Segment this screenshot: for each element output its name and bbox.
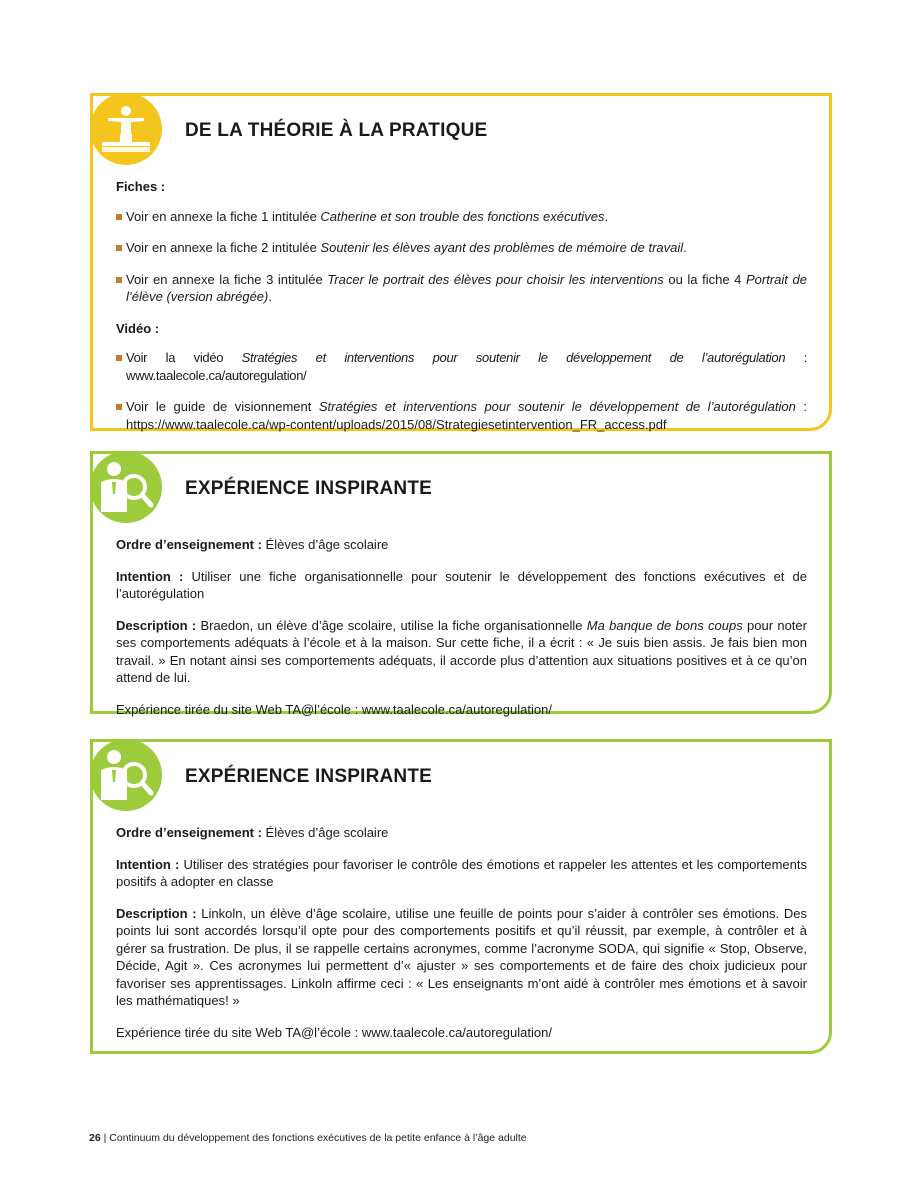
box-title: DE LA THÉORIE À LA PRATIQUE <box>185 120 488 141</box>
fiche-item: Voir en annexe la fiche 1 intitulée Catherine et son trouble des fonctions exécutives. <box>116 208 807 226</box>
ordre-line: Ordre d’enseignement : Élèves d’âge scolaire <box>116 825 389 840</box>
box-content <box>116 178 807 447</box>
intention-line: Intention : Utiliser des stratégies pour favoriser le contrôle des émotions et rappeler les attentes et les comportements positifs à adopter en classe <box>116 856 807 889</box>
source-line: Expérience tirée du site Web TA@l’école : www.taalecole.ca/autoregulation/ <box>116 701 552 717</box>
inspiring-experience-badge <box>90 451 162 523</box>
source-line: Expérience tirée du site Web TA@l’école : www.taalecole.ca/autoregulation/ <box>116 1024 552 1040</box>
video-item: Voir la vidéo Stratégies et interventions pour soutenir le développement de l’autorégulation : www.taalecole.ca/autoregulation/ <box>116 349 807 384</box>
guide-link[interactable]: : https://www.taalecole.ca/wp-content/uploads/2015/08/Strategiesetintervention_FR_access.pdf <box>126 399 807 432</box>
theory-practice-badge <box>90 93 162 165</box>
page-footer <box>89 1132 527 1144</box>
inspiring-experience-box-2 <box>90 739 832 1054</box>
video-heading: Vidéo : <box>116 320 160 336</box>
theory-practice-box <box>90 93 832 431</box>
fiches-heading: Fiches : <box>116 179 166 194</box>
person-magnifier-icon <box>97 748 155 802</box>
ordre-line: Ordre d’enseignement : Élèves d’âge scolaire <box>116 537 389 552</box>
video-guide-item: Voir le guide de visionnement Stratégies et interventions pour soutenir le développement de l’autorégulation : https://www.taalecole.ca/wp-content/uploads/2015/08/Strategiesetintervention_FR_access.pdf <box>116 398 807 433</box>
fiche-item: Voir en annexe la fiche 3 intitulée Tracer le portrait des élèves pour choisir les interventions ou la fiche 4 Portrait de l’élève (version abrégée). <box>116 271 807 306</box>
description-paragraph: Description : Braedon, un élève d’âge scolaire, utilise la fiche organisationnelle Ma banque de bons coups pour noter ses comportements adéquats à l’école et à la maison. Sur cette fiche, il a écrit : « Je suis bien assis. Je fais bien mon travail. » En notant ainsi ses comportements adéquats, il accorde plus d’attention aux situations positives et à ce qu’on attend de lui. <box>116 617 807 685</box>
description-paragraph: Description : Linkoln, un élève d’âge scolaire, utilise une feuille de points pour s’aider à contrôler ses émotions. Des points lui sont accordés lorsqu’il opte pour des comportements positifs et qu’il réussit, par exemple, à contrôler et à gérer sa frustration. De plus, il se rappelle certains acronymes, comme l’acronyme SODA, qui signifie « Stop, Observe, Décide, Agit ». Ces acronymes lui permettent d’« ajuster » ses comportements et de faire des choix judicieux pour favoriser ses apprentissages. Linkoln affirme ceci : « Les enseignants m’ont aidé à contrôler mes émotions et à savoir les mathématiques! » <box>116 905 807 1008</box>
intention-line: Intention : Utiliser une fiche organisationnelle pour soutenir le développement des fonctions exécutives et de l’autorégulation <box>116 568 807 601</box>
person-magnifier-icon <box>97 460 155 514</box>
inspiring-experience-badge <box>90 739 162 811</box>
inspiring-experience-box-1 <box>90 451 832 717</box>
fiche-item: Voir en annexe la fiche 2 intitulée Soutenir les élèves ayant des problèmes de mémoire de travail. <box>116 239 807 257</box>
video-link[interactable]: : www.taalecole.ca/autoregulation/ <box>126 350 808 383</box>
footer-separator: | <box>103 1132 107 1144</box>
person-on-podium-icon <box>98 104 154 154</box>
box-content <box>116 824 807 1055</box>
box-title: EXPÉRIENCE INSPIRANTE <box>185 766 433 787</box>
page-number: 26 <box>89 1132 101 1144</box>
footer-title: Continuum du développement des fonctions exécutives de la petite enfance à l’âge adulte <box>109 1132 527 1144</box>
box-title: EXPÉRIENCE INSPIRANTE <box>185 478 433 499</box>
box-content <box>116 536 807 732</box>
